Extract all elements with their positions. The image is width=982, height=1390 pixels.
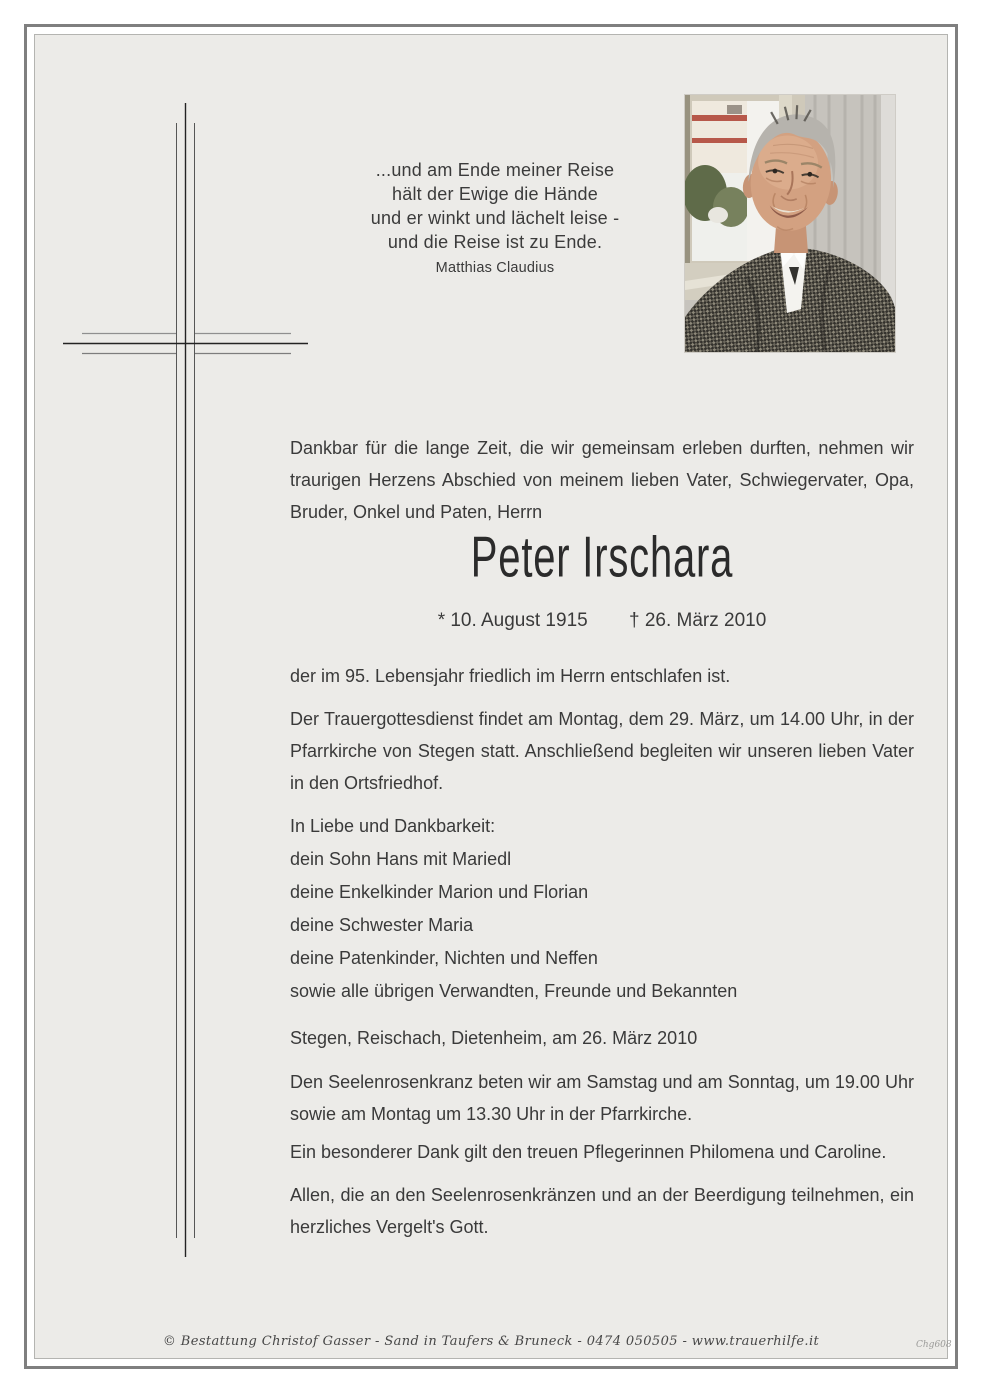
- quote-line: und er winkt und lächelt leise -: [370, 208, 620, 228]
- service-paragraph: Der Trauergottesdienst findet am Montag, dem 29. März, um 14.00 Uhr, in der Pfarrkirche von Stegen statt. Anschließend begleiten wir unseren lieben Vater in den Ortsfriedhof.: [290, 709, 914, 793]
- quote-line: und die Reise ist zu Ende.: [387, 232, 603, 252]
- mourner-entry: sowie alle übrigen Verwandten, Freunde und Bekannten: [290, 981, 738, 1001]
- mourners-list: [290, 843, 914, 1008]
- birth-date: * 10. August 1915: [437, 610, 588, 631]
- mourner-entry: deine Enkelkinder Marion und Florian: [290, 882, 589, 902]
- funeral-home-imprint: © Bestattung Christof Gasser - Sand in Taufers & Bruneck - 0474 050505 - www.trauerhilfe.it: [162, 1334, 820, 1349]
- quote-attribution: Matthias Claudius: [435, 260, 555, 276]
- quote-line: ...und am Ende meiner Reise: [375, 160, 615, 180]
- portrait-photo: [685, 95, 895, 352]
- mourner-entry: deine Schwester Maria: [290, 915, 474, 935]
- quote-lines: [340, 158, 650, 254]
- intro-paragraph: Dankbar für die lange Zeit, die wir gemeinsam erleben durften, nehmen wir traurigen Herzens Abschied von meinem lieben Vater, Schwiegervater, Opa, Bruder, Onkel und Paten, Herrn: [290, 438, 914, 522]
- thanks-line: Ein besonderer Dank gilt den treuen Pflegerinnen Philomena und Caroline.: [290, 1142, 887, 1162]
- mourners-heading: In Liebe und Dankbarkeit:: [290, 816, 496, 836]
- mourner-entry: deine Patenkinder, Nichten und Neffen: [290, 948, 598, 968]
- life-dates: [290, 610, 914, 632]
- deceased-name: Peter Irschara: [470, 524, 734, 590]
- passing-line: der im 95. Lebensjahr friedlich im Herrn entschlafen ist.: [290, 666, 731, 686]
- opening-quote: [340, 158, 650, 280]
- print-code: Chg608: [916, 1340, 952, 1350]
- quote-line: hält der Ewige die Hände: [392, 184, 598, 204]
- cross-icon: [55, 95, 315, 1265]
- mourners-section: [290, 810, 914, 1008]
- place-date-line: Stegen, Reischach, Dietenheim, am 26. März 2010: [290, 1028, 698, 1048]
- death-date: † 26. März 2010: [628, 610, 767, 631]
- mourner-entry: dein Sohn Hans mit Mariedl: [290, 849, 512, 869]
- closing-paragraph: Allen, die an den Seelenrosenkränzen und an der Beerdigung teilnehmen, ein herzliches Vergelt's Gott.: [290, 1185, 914, 1237]
- rosary-paragraph: Den Seelenrosenkranz beten wir am Samstag und am Sonntag, um 19.00 Uhr sowie am Montag um 13.30 Uhr in der Pfarrkirche.: [290, 1072, 914, 1124]
